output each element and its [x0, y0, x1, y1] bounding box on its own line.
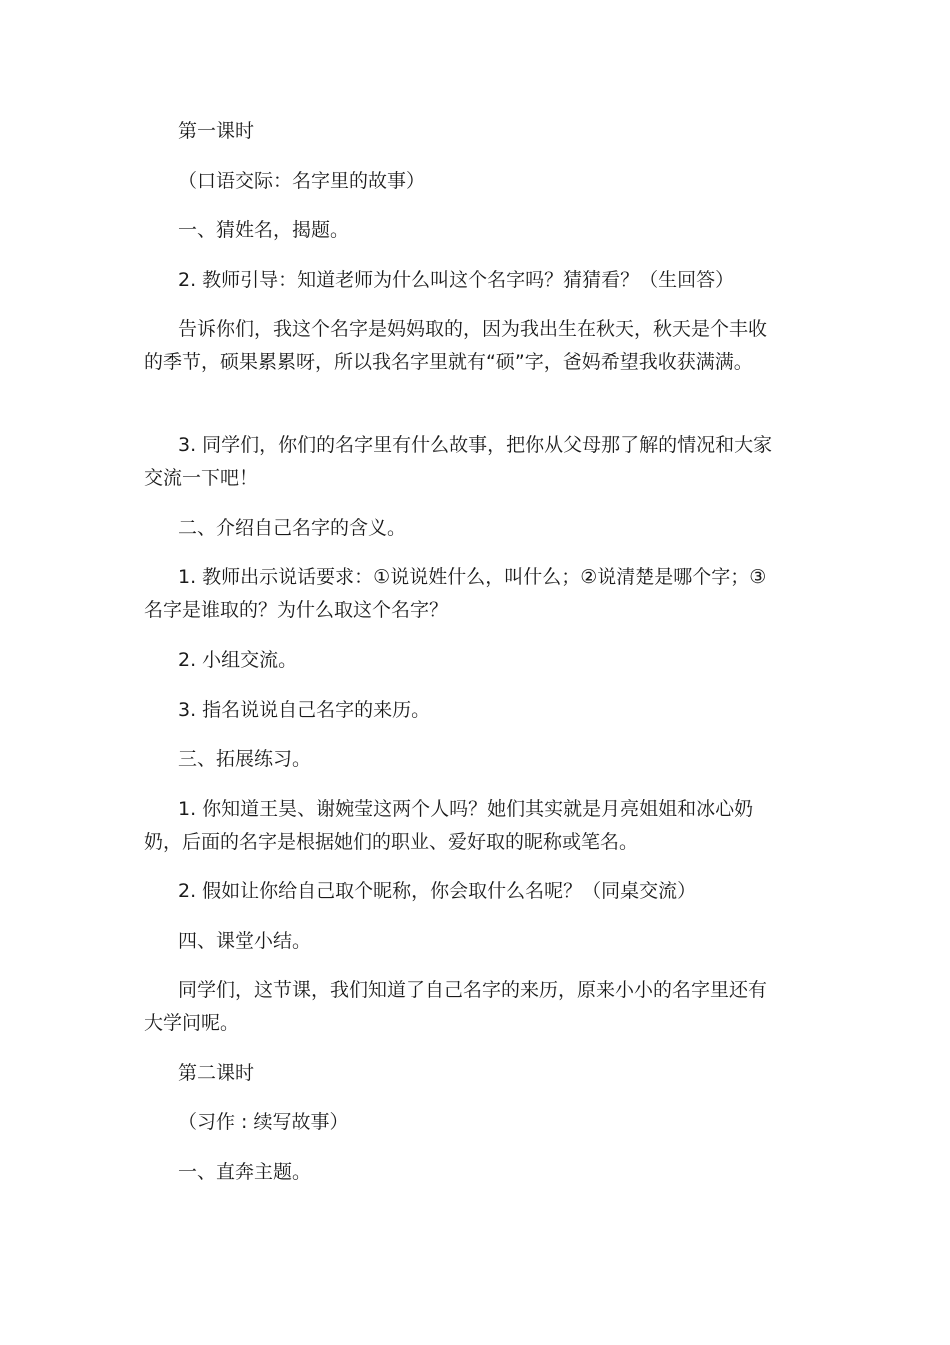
paragraph-name-story: 告诉你们，我这个名字是妈妈取的，因为我出生在秋天，秋天是个丰收的季节，硕果累累呀，所以我名字里就有“硕”字，爸妈希望我收获满满。 [144, 318, 768, 373]
paragraph-teacher-guide: 2. 教师引导：知道老师为什么叫这个名字吗？猜猜看？（生回答） [178, 269, 735, 291]
section-one-heading: 一、猜姓名，揭题。 [178, 219, 350, 241]
section-four-heading: 四、课堂小结。 [178, 930, 312, 952]
paragraph-name-origin: 3. 指名说说自己名字的来历。 [178, 699, 431, 721]
lesson-one-heading: 第一课时 [178, 120, 255, 142]
section-two-heading: 二、介绍自己名字的含义。 [178, 517, 407, 539]
paragraph-speaking-requirements: 1. 教师出示说话要求：①说说姓什么，叫什么；②说清楚是哪个字；③名字是谁取的？为什么取这个名字？ [144, 566, 767, 621]
paragraph-own-nickname: 2. 假如让你给自己取个昵称，你会取什么名呢？（同桌交流） [178, 880, 697, 902]
paragraph-group-exchange: 2. 小组交流。 [178, 649, 298, 671]
section-three-heading: 三、拓展练习。 [178, 748, 312, 770]
lesson-two-section-one-heading: 一、直奔主题。 [178, 1161, 312, 1183]
paragraph-nicknames-example: 1. 你知道王昊、谢婉莹这两个人吗？她们其实就是月亮姐姐和冰心奶奶，后面的名字是根据她们的职业、爱好取的昵称或笔名。 [144, 798, 754, 853]
lesson-two-heading: 第二课时 [178, 1062, 255, 1084]
lesson-one-subtitle: （口语交际：名字里的故事） [178, 170, 426, 192]
lesson-two-subtitle: （习作 : 续写故事） [178, 1111, 349, 1133]
paragraph-share-story: 3. 同学们，你们的名字里有什么故事，把你从父母那了解的情况和大家交流一下吧！ [144, 434, 773, 489]
paragraph-summary: 同学们，这节课，我们知道了自己名字的来历，原来小小的名字里还有大学问呢。 [144, 979, 768, 1034]
